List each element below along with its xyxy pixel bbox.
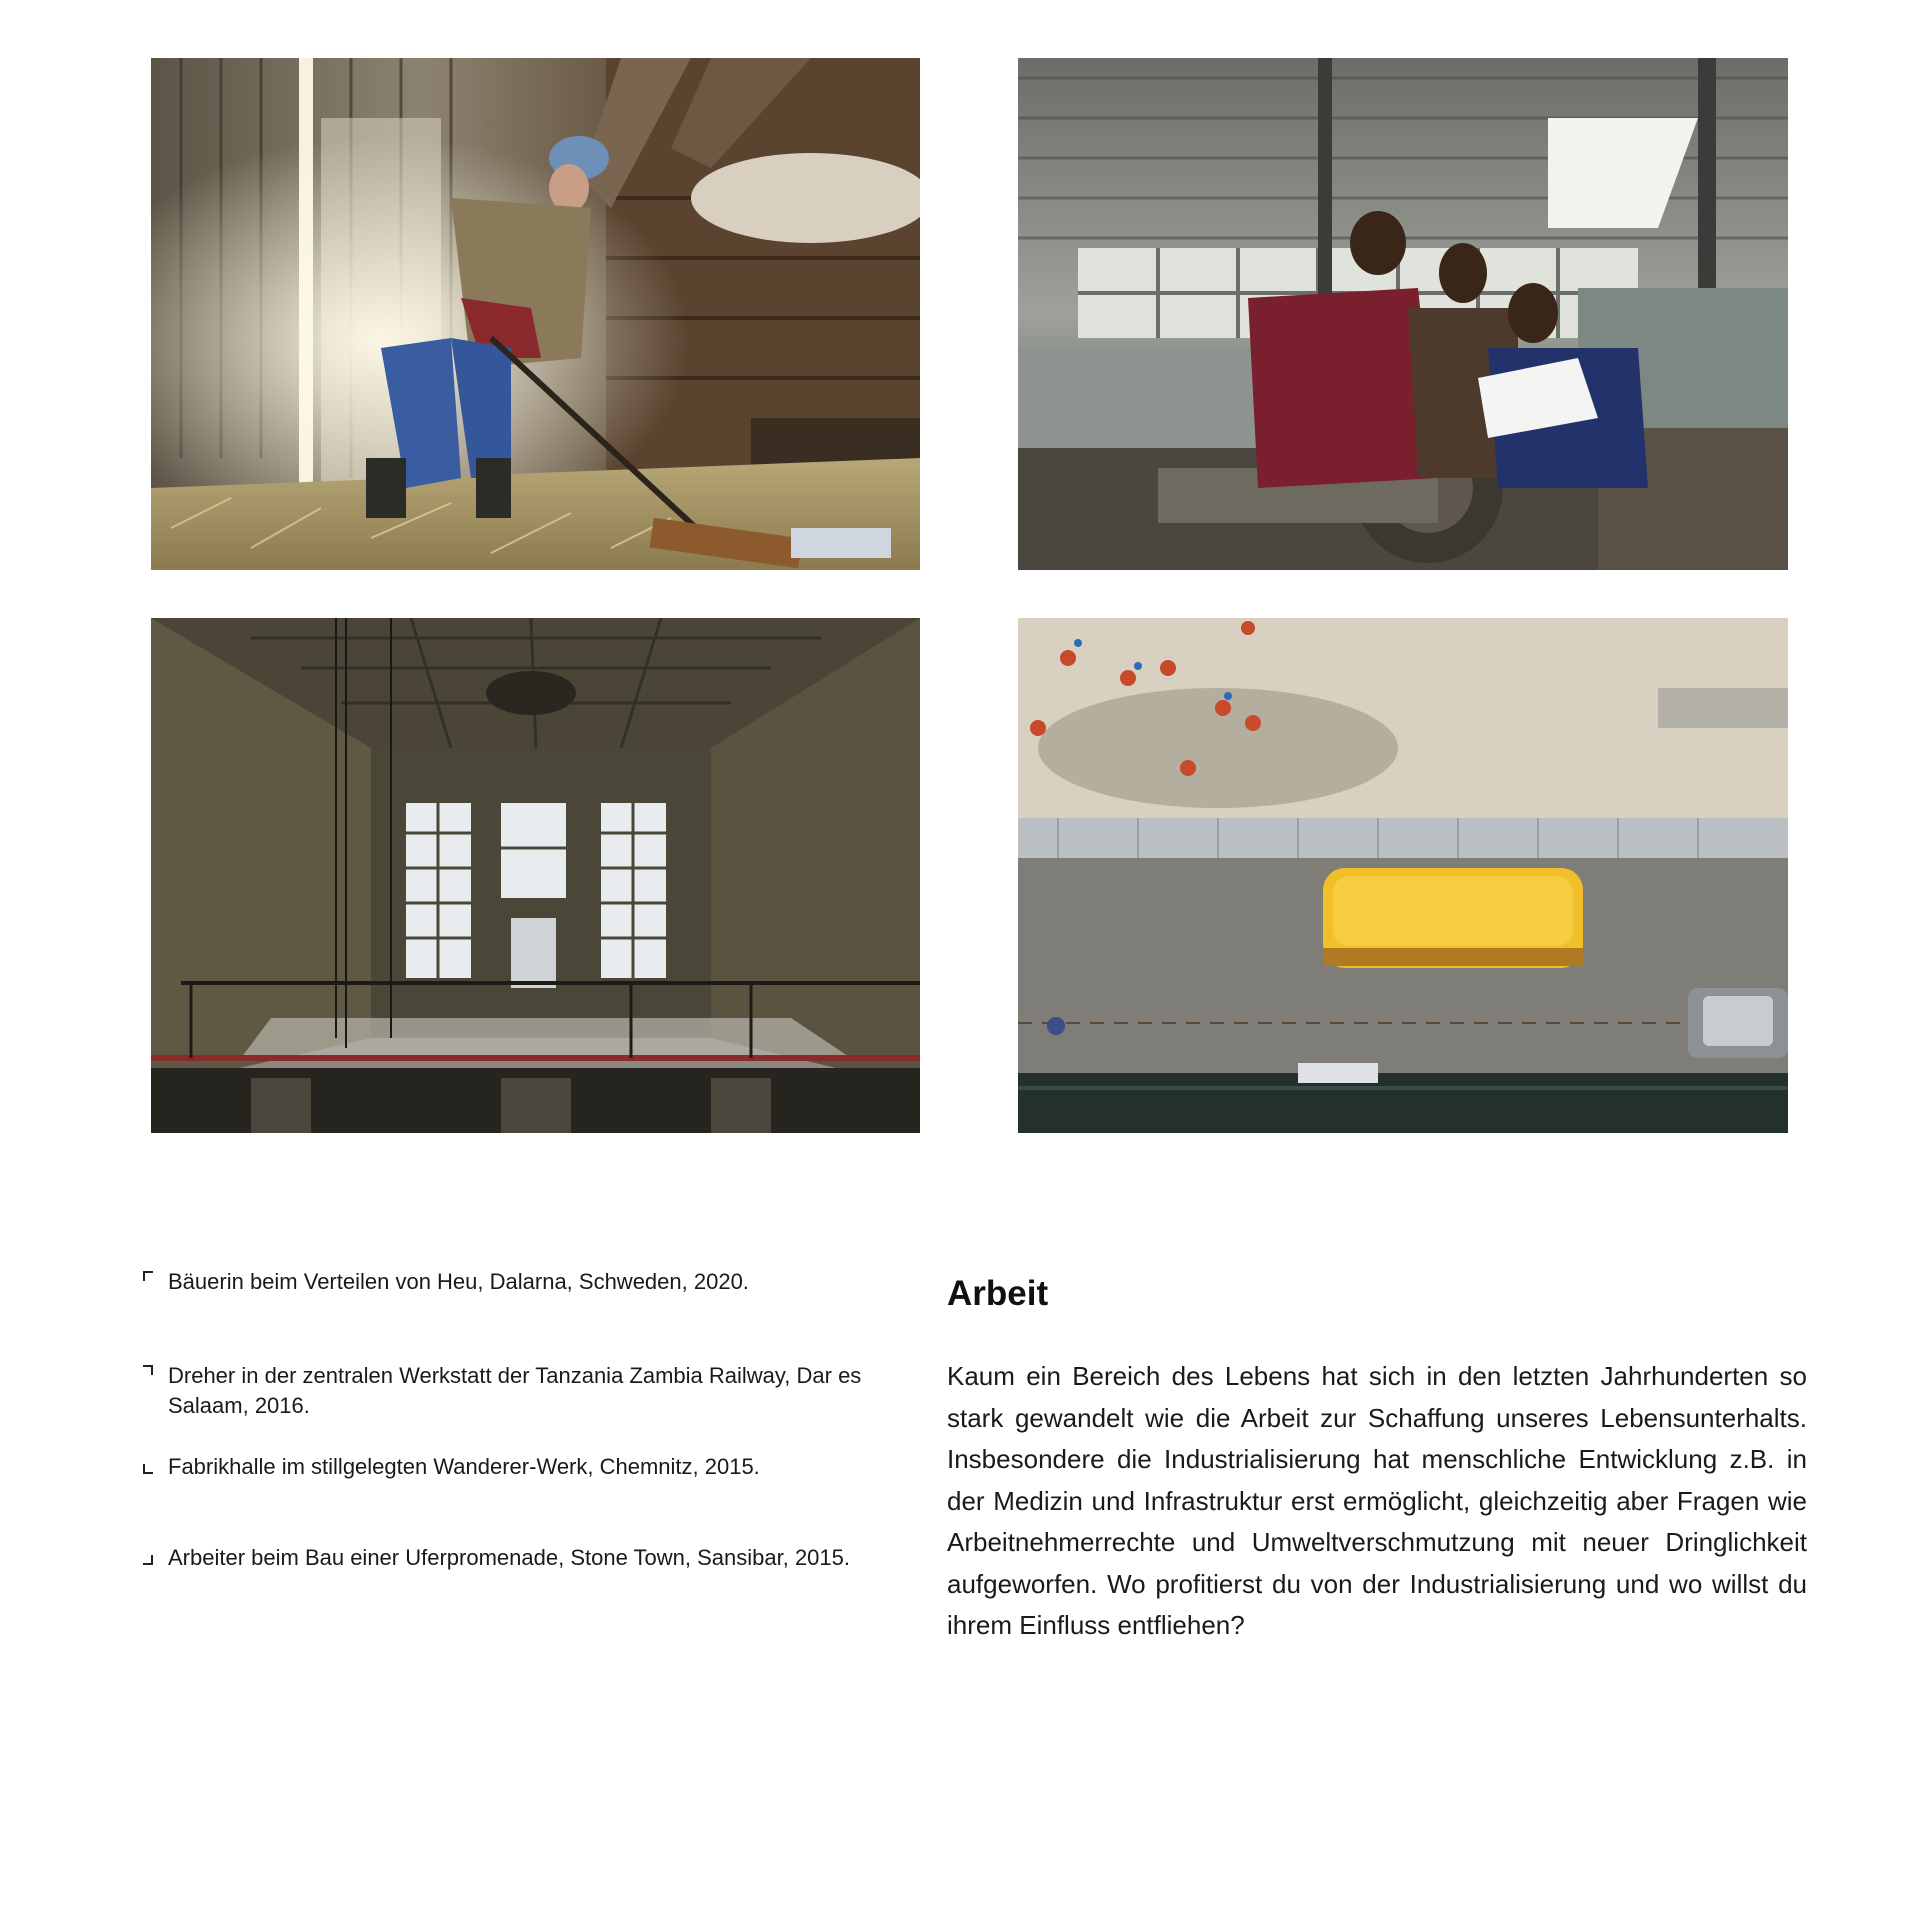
article-title: Arbeit bbox=[947, 1274, 1049, 1313]
caption-photo-top-right bbox=[143, 1361, 883, 1421]
photo-aerial-street-bus-construction bbox=[1018, 618, 1788, 1133]
article-body: Kaum ein Bereich des Lebens hat sich in den letzten Jahrhunderten so stark gewandelt wie die Arbeit zur Schaffung unseres Lebensunterhalts. Insbesondere die Industrialisierung hat menschliche Entwicklung z.B. in der Medizin und Infrastruktur erst ermöglicht, gleichzeitig aber Fragen wie Arbeitnehmerrechte und Umweltverschmutzung mit neuer Dringlichkeit aufgeworfen. Wo profitierst du von der Industrialisierung und wo willst du ihrem Einfluss entfliehen? bbox=[947, 1361, 1807, 1640]
photo-abandoned-factory-hall bbox=[151, 618, 920, 1133]
corner-bottom-right-icon bbox=[143, 1555, 153, 1565]
caption-text: Bäuerin beim Verteilen von Heu, Dalarna, Schweden, 2020. bbox=[168, 1269, 749, 1294]
caption-photo-bottom-right bbox=[143, 1543, 883, 1573]
caption-text: Arbeiter beim Bau einer Uferpromenade, Stone Town, Sansibar, 2015. bbox=[168, 1545, 850, 1570]
corner-bottom-left-icon bbox=[143, 1464, 153, 1474]
factory-hall-photo-illustration bbox=[151, 618, 920, 1133]
caption-text: Fabrikhalle im stillgelegten Wanderer-Werk, Chemnitz, 2015. bbox=[168, 1454, 760, 1479]
workshop-photo-illustration bbox=[1018, 58, 1788, 570]
aerial-street-photo-illustration bbox=[1018, 618, 1788, 1133]
photo-lathe-workers-workshop bbox=[1018, 58, 1788, 570]
photo-farm-woman-barn bbox=[151, 58, 920, 570]
barn-photo-illustration bbox=[151, 58, 920, 570]
caption-photo-top-left bbox=[143, 1267, 883, 1297]
corner-top-right-icon bbox=[143, 1365, 153, 1375]
caption-photo-bottom-left bbox=[143, 1452, 883, 1482]
caption-text: Dreher in der zentralen Werkstatt der Tanzania Zambia Railway, Dar es Salaam, 2016. bbox=[168, 1363, 862, 1418]
corner-top-left-icon bbox=[143, 1271, 153, 1281]
article bbox=[947, 1272, 1807, 1647]
